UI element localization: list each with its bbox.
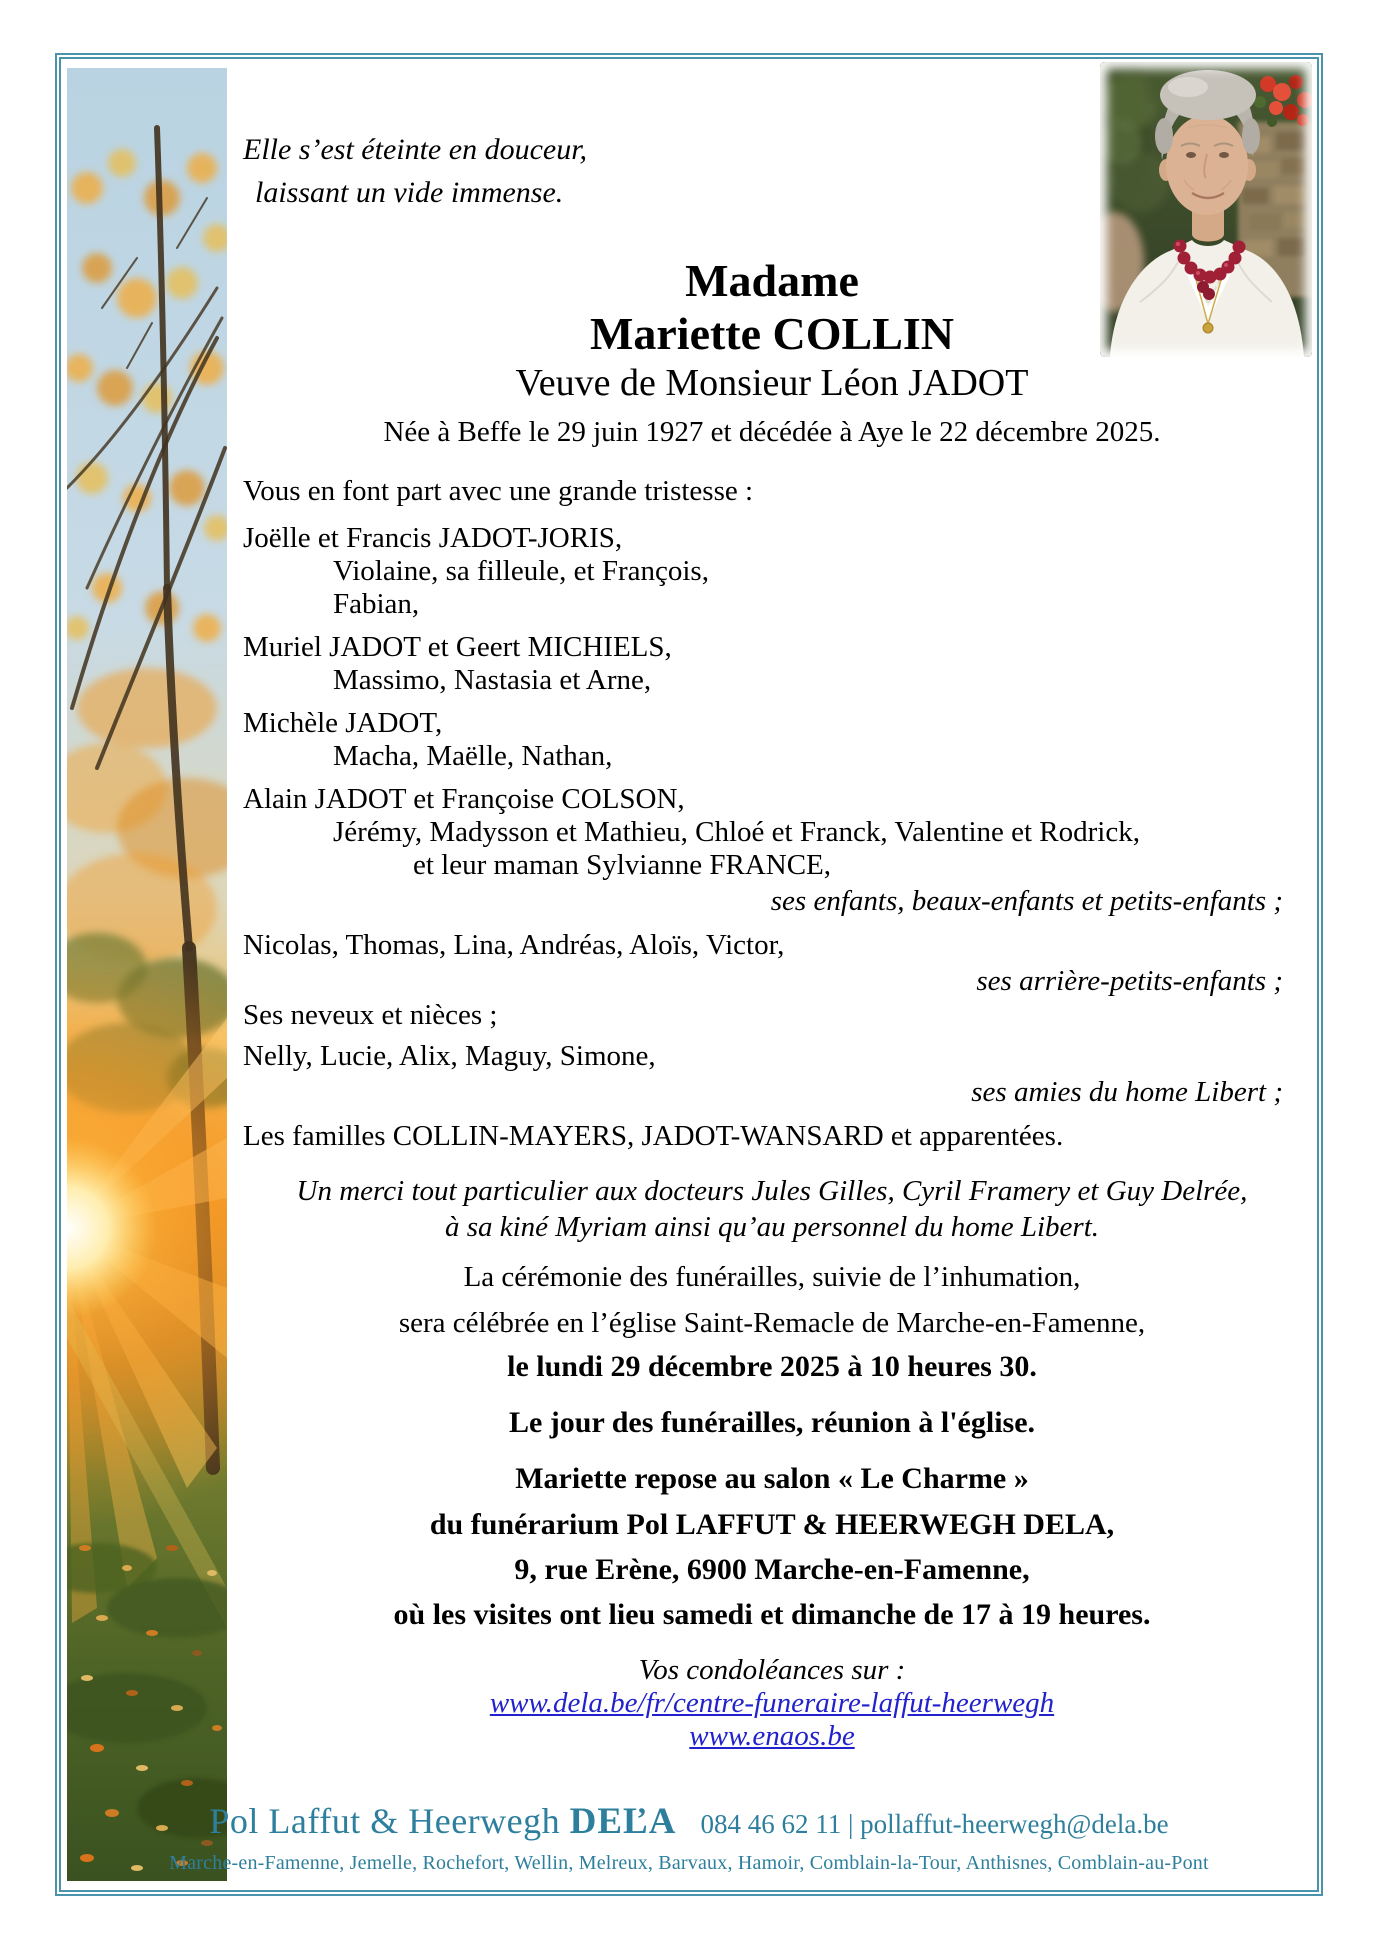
ceremony-line-2: sera célébrée en l’église Saint-Remacle de Marche-en-Famenne, — [398, 1307, 1146, 1339]
thanks-line-2: à sa kiné Myriam ainsi qu’au personnel du home Libert. — [444, 1211, 1100, 1243]
dela-logo: DEĽA — [569, 1801, 677, 1842]
footer-towns-list: Marche-en-Famenne, Jemelle, Rochefort, Wellin, Melreux, Barvaux, Hamoir, Comblain-la-Tour, Anthisnes, Comblain-au-Pont — [169, 1852, 1209, 1874]
announcement-text-column — [243, 0, 1301, 1753]
ceremony-meeting-line: Le jour des funérailles, réunion à l'église. — [508, 1406, 1036, 1439]
autumn-photo-illustration — [67, 68, 227, 1881]
title-block — [243, 254, 1301, 406]
autumn-photo-strip — [67, 68, 227, 1881]
visit-hours-line: où les visites ont lieu samedi et dimanche de 17 à 19 heures. — [393, 1598, 1151, 1631]
repose-line-1: Mariette repose au salon « Le Charme » — [515, 1462, 1029, 1495]
condolences-label: Vos condoléances sur : — [638, 1654, 906, 1686]
birth-death-line: Née à Beffe le 29 juin 1927 et décédée à Aye le 22 décembre 2025. — [383, 416, 1161, 448]
family-line: Jérémy, Madysson et Mathieu, Chloé et Franck, Valentine et Rodrick, — [333, 816, 1140, 848]
ceremony-date-time: le lundi 29 décembre 2025 à 10 heures 30. — [507, 1350, 1037, 1383]
family-group — [243, 999, 1301, 1032]
orange-foliage — [67, 668, 227, 963]
thanks-paragraph — [243, 1173, 1301, 1245]
epitaph-line-2: laissant un vide immense. — [255, 176, 564, 209]
ceremony-line-1: La cérémonie des funérailles, suivie de l’inhumation, — [463, 1261, 1081, 1293]
epitaph-line-1: Elle s’est éteinte en douceur, — [243, 133, 588, 166]
widow-line: Veuve de Monsieur Léon JADOT — [515, 362, 1029, 404]
salutation: Madame — [685, 255, 859, 306]
deceased-name: Mariette COLLIN — [589, 308, 955, 359]
condolences-link-enaos[interactable]: www.enaos.be — [689, 1720, 855, 1752]
family-line: Nelly, Lucie, Alix, Maguy, Simone, — [243, 1040, 656, 1072]
repose-address: 9, rue Erène, 6900 Marche-en-Famenne, — [514, 1553, 1030, 1586]
thanks-line-1: Un merci tout particulier aux docteurs Jules Gilles, Cyril Framery et Guy Delrée, — [296, 1175, 1248, 1207]
relationship-label: ses arrière-petits-enfants ; — [976, 965, 1283, 997]
family-line: Michèle JADOT, — [243, 707, 443, 739]
family-line: Macha, Maëlle, Nathan, — [333, 740, 613, 772]
condolences-block — [243, 1654, 1301, 1753]
family-group — [243, 707, 1301, 773]
family-line: Ses neveux et nièces ; — [243, 999, 498, 1031]
family-line: et leur maman Sylvianne FRANCE, — [413, 849, 832, 881]
family-group — [243, 1040, 1301, 1110]
footer-contact: 084 46 62 11 | pollaffut-heerwegh@dela.be — [700, 1809, 1169, 1839]
family-line: Nicolas, Thomas, Lina, Andréas, Aloïs, Victor, — [243, 929, 785, 961]
funeral-home-name: Pol Laffut & Heerwegh — [209, 1801, 561, 1841]
funeral-home-logo — [209, 1800, 676, 1843]
family-group — [243, 631, 1301, 697]
funeral-home-footer — [80, 1800, 1298, 1875]
epitaph — [243, 128, 1301, 214]
family-group — [243, 929, 1301, 999]
family-line: Joëlle et Francis JADOT-JORIS, — [243, 522, 623, 554]
relationship-label: ses amies du home Libert ; — [971, 1076, 1283, 1108]
condolences-link-dela[interactable]: www.dela.be/fr/centre-funeraire-laffut-heerwegh — [489, 1687, 1055, 1719]
families-line: Les familles COLLIN-MAYERS, JADOT-WANSARD et apparentées. — [243, 1120, 1064, 1152]
footer-brand-row — [80, 1800, 1298, 1843]
repose-line-2: du funérarium Pol LAFFUT & HEERWEGH DELA, — [429, 1508, 1115, 1541]
relationship-label: ses enfants, beaux-enfants et petits-enfants ; — [770, 885, 1283, 917]
family-line: Fabian, — [333, 588, 420, 620]
opening-line: Vous en font part avec une grande tristesse : — [243, 475, 754, 507]
family-line: Massimo, Nastasia et Arne, — [333, 664, 652, 696]
family-group — [243, 522, 1301, 621]
family-line: Muriel JADOT et Geert MICHIELS, — [243, 631, 672, 663]
family-group — [243, 783, 1301, 919]
family-line: Alain JADOT et Françoise COLSON, — [243, 783, 685, 815]
family-line: Violaine, sa filleule, et François, — [333, 555, 709, 587]
